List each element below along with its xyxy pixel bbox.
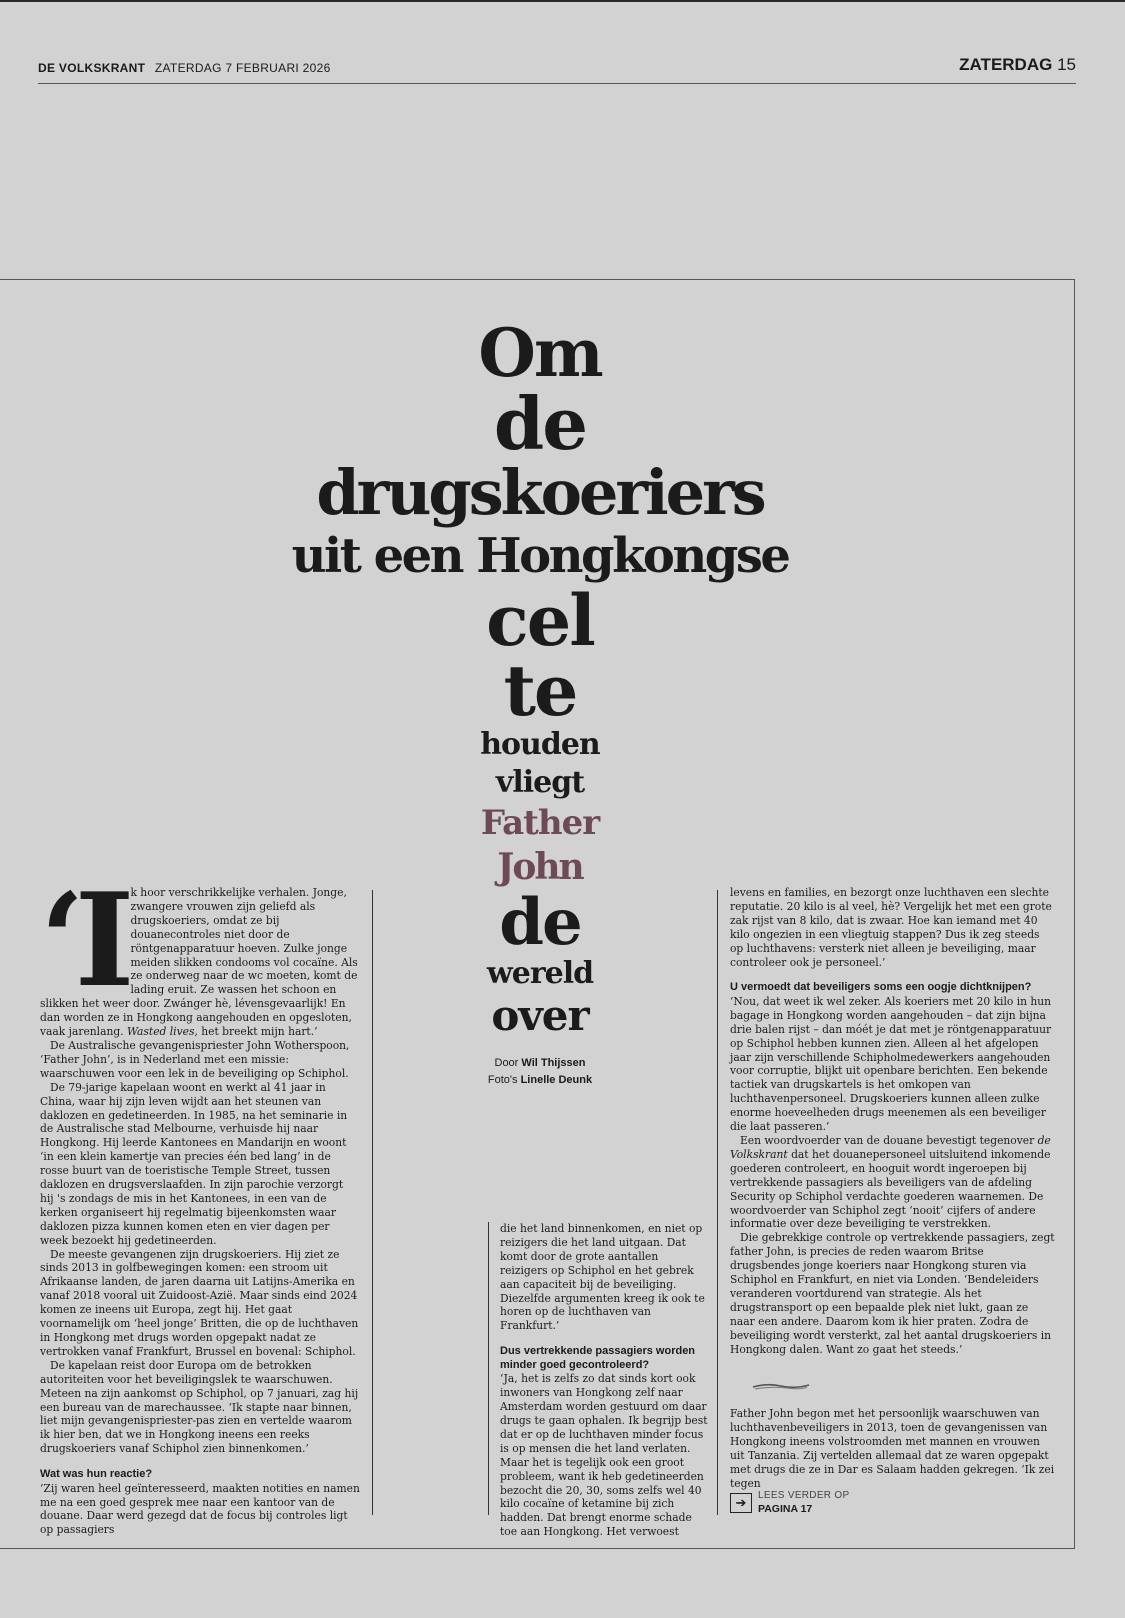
top-rule [0,0,1125,2]
headline-line: Father [480,803,600,843]
author-name: Wil Thijssen [521,1057,586,1069]
continued-on[interactable] [730,1490,930,1516]
column-rule [717,890,718,1515]
page-header [38,55,1076,84]
paragraph: De 79-jarige kapelaan woont en werkt al 41 jaar in China, waar hij zijn leven wijdt aan het steunen van daklozen en gedetineerden. In 1985, na het seminarie in de Australische stad Melbourne, verhuisde hij naar Hongkong. Hij leerde Kantonees en Mandarijn en woont ‘in een klein kamertje van precies één bed lang’ in de rosse buurt van de toeristische Temple Street, tussen daklozen en drugsverslaafden. In zijn parochie verzorgt hij 's zondags de mis in het Kantonees, in een van de kerken organiseert hij regelmatig bijeenkomsten waar daklozen pizza kunnen komen eten en vier dagen per week bezoekt hij gedetineerden. [40,1080,348,1247]
paragraph-text: dat het douanepersoneel uitsluitend inkomende goederen controleert, en hooguit wordt ingeroepen bij vertrekkende passagiers als beveiligers van de afdeling Security op Schiphol verdachte goederen waarnemen. De woordvoerder van Schiphol zegt ‘nooit’ cijfers of andere informatie over deze beveiliging te verstrekken. [730,1147,1051,1231]
headline-line: over [491,991,589,1040]
column-rule [372,890,373,1515]
italic-phrase: de Volkskrant [730,1134,1051,1161]
issue-date: ZATERDAG 7 FEBRUARI 2026 [154,61,331,75]
paragraph: ‘Zij waren heel geïnteresseerd, maakten notities en namen me na een goed gesprek mee naar een kantoor van de douane. Daar werd gezegd dat de focus bij controles ligt op passagiers [40,1481,360,1537]
headline-line: houden [480,727,600,762]
headline-line: uit een Hongkongse [291,528,789,584]
interview-question: U vermoedt dat beveiligers soms een oogje dichtknijpen? [730,981,1032,994]
headline-line: te [503,649,577,732]
paragraph: Die gebrekkige controle op vertrekkende passagiers, zegt father John, is precies de reden waarom Britse drugsbendes jonge koeriers naar Hongkong sturen via Schiphol en Frankfurt, en niet via Londen. ‘Bendeleiders veranderen voortdurend van strategie. Als het drugstransport op een bepaalde plek niet lukt, gaan ze naar een andere. Daarom kom ik hier praten. Zodra de beveiliging wordt versterkt, zal het aantal drugskoeriers in Hongkong dalen. Want zo gaat het steeds.’ [730,1231,1055,1356]
author-credit [440,1055,640,1072]
section-name: ZATERDAG [959,55,1053,74]
headline-line: cel [486,579,594,662]
section-flourish [752,1382,810,1390]
paragraph-text: k hoor verschrikkelijke verhalen. Jonge, zwangere vrouwen zijn geliefd als drugskoeriers, omdat ze bij douanecontroles niet door de röntgenapparatuur hoeven. Zulke jonge meiden slikken condooms vol cocaïne. Als ze onderweg naar de wc moeten, komt de lading eruit. Ze wassen het schoon en slikken het weer door. Zwánger hè, lévensgevaarlijk! En dan worden ze in Hongkong aangehouden en opgesloten, vaak jarenlang. [40,886,358,1039]
headline-line: vliegt [495,765,585,800]
headline-line: de [493,381,587,466]
page-number: 15 [1057,55,1076,74]
paragraph: De kapelaan reist door Europa om de betrokken autoriteiten voor het beveiligingslek te waarschuwen. Meteen na zijn aankomst op Schiphol, op 7 januari, zag hij een bureau van de marechaussee. ‘Ik stapte naar binnen, liet mijn gevangenispriester-pas zien en vertelde waarom ik hier ben, dat we in Hongkong ineens een reeks drugskoeriers vanaf Schiphol zien binnenkomen.’ [40,1358,359,1456]
article-column-3-continued [730,1407,1055,1490]
header-right [959,55,1076,75]
interview-question: Dus vertrekkende passagiers worden minder goed gecontroleerd? [500,1345,696,1371]
header-left [38,61,331,75]
article-column-1 [40,866,360,1537]
paragraph: levens en families, en bezorgt onze luchthaven een slechte reputatie. 20 kilo is al veel, hè? Vergelijk het met een grote zak rijst van 8 kilo, dat is zwaar. Hoe kan iemand met 40 kilo ongezien in een vliegtuig stappen? Dus ik zeg steeds op luchthavens: versterk niet alleen je beveiliging, maar controleer ook je personeel.’ [730,886,1052,969]
article-column-3 [730,886,1055,1357]
headline-line: wereld [486,956,594,991]
headline-line: John [497,846,583,888]
author-label: Door [494,1057,519,1069]
photographer-name: Linelle Deunk [520,1074,593,1086]
interview-question: Wat was hun reactie? [40,1468,153,1481]
paragraph-text: Een woordvoerder van de douane bevestigt tegenover [740,1134,1035,1147]
byline [440,1055,640,1089]
paragraph: De meeste gevangenen zijn drugskoeriers. Hij ziet ze sinds 2013 in golfbewegingen komen: een stroom uit Afrikaanse landen, de jaren daarna uit Latijns-Amerika en vanaf 2018 vooral uit Zuidoost-Azië. Maar sinds eind 2024 komen ze ineens uit Europa, zegt hij. Het gaat voornamelijk om ‘heel jonge’ Britten, die op de luchthaven in Hongkong met drugs worden opgepakt nadat ze vertrokken vanaf Frankfurt, Brussel en bovenal: Schiphol. [40,1247,359,1358]
italic-phrase: Wasted lives [126,1025,195,1039]
headline-line: drugskoeriers [316,456,764,529]
headline-line: Om [478,314,602,392]
paragraph: Father John begon met het persoonlijk waarschuwen van luchthavenbeveiligers in 2013, toen de gevangenissen van Hongkong ineens volstroomden met mannen en vrouwen uit Tanzania. Zij vertelden allemaal dat ze waren opgepakt met drugs die ze in Dar es Salaam hadden gekregen. ‘Ik zei tegen [730,1407,1055,1490]
drop-cap: ‘I [40,866,125,1016]
paragraph [730,1134,1055,1231]
column-rule [488,1222,489,1515]
headline-line: de [499,885,581,960]
paragraph: ‘Nou, dat weet ik wel zeker. Als koeriers met 20 kilo in hun bagage in Hongkong worden aangehouden – dat zijn bijna drie balen rijst – dan móét je dat met je röntgenapparatuur op Schiphol hebben kunnen zien. Alleen al het afgelopen jaar zijn verschillende Schipholmedewerkers aangehouden voor corruptie, blijkt uit openbare berichten. Een bekende tactiek van drugskartels is het omkopen van luchthavenpersoneel. Drugskoeriers kunnen alleen zulke enorme hoeveelheden drugs meenemen als een beveiliger die laat passeren.’ [730,994,1052,1134]
paragraph: die het land binnenkomen, en niet op reizigers die het land uitgaan. Dat komt door de grote aantallen reizigers op Schiphol en het gebrek aan capaciteit bij de beveiliging. Diezelfde argumenten kreeg ik ook te horen op de luchthaven van Frankfurt.’ [500,1222,705,1333]
photo-credit [440,1072,640,1089]
paper-name: DE VOLKSKRANT [38,61,146,75]
paragraph: De Australische gevangenispriester John Wotherspoon, ‘Father John’, is in Nederland met een missie: waarschuwen voor een lek in de beveiliging op Schiphol. [40,1038,350,1080]
article-column-2 [500,1222,708,1539]
photo-label: Foto's [487,1074,518,1086]
continued-page: PAGINA 17 [758,1503,813,1515]
paragraph: ‘Ja, het is zelfs zo dat sinds kort ook inwoners van Hongkong zelf naar Amsterdam worden gestuurd om daar drugs te gaan ophalen. Ik begrijp best dat er op de luchthaven minder focus is op mensen die het land verlaten. Maar het is tegelijk ook een groot probleem, want ik heb gedetineerden bezocht die 20, 30, soms zelfs wel 40 kilo cocaïne of ketamine bij zich hadden. Dat brengt enorme schade toe aan Hongkong. Het verwoest [500,1372,708,1539]
paragraph-text: , het breekt mijn hart.’ [194,1025,318,1039]
continued-label: LEES VERDER OP [758,1490,850,1501]
arrow-right-icon: ➔ [730,1493,752,1513]
